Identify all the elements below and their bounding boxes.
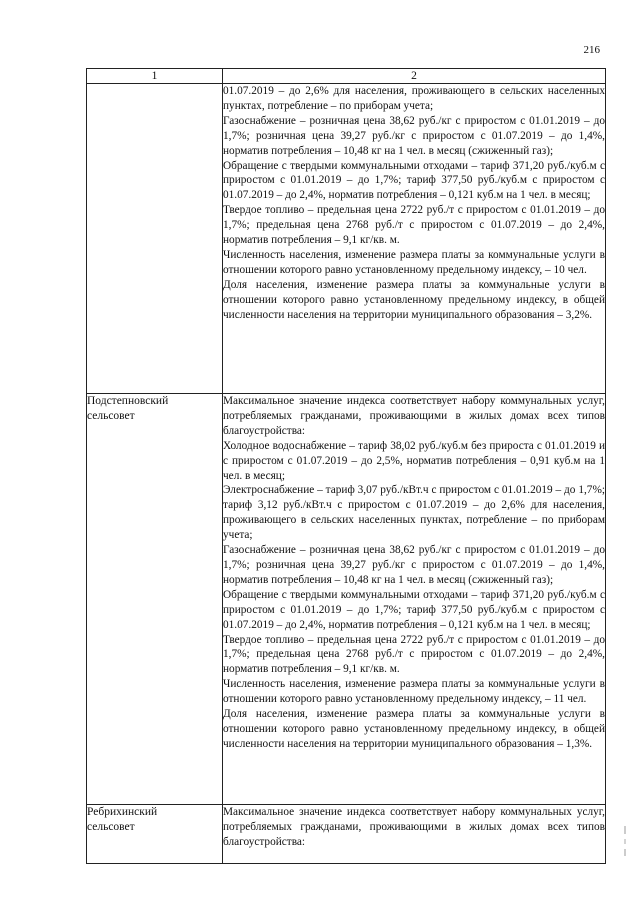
paragraph: 01.07.2019 – до 2,6% для населения, проживающего в сельских населенных пунктах, потребление – по приборам учета; bbox=[223, 85, 605, 112]
paragraph: Обращение с твердыми коммунальными отходами – тариф 371,20 руб./куб.м с приростом с 01.01.2019 – до 1,7%; тариф 377,50 руб./куб.м с приростом с 01.07.2019 – до 2,4%, норматив потребления – 0,121 куб.м на 1 чел. в месяц; bbox=[223, 588, 605, 631]
municipality-name bbox=[87, 84, 223, 394]
table-row bbox=[87, 84, 606, 394]
scan-mark bbox=[622, 826, 628, 856]
paragraph: Газоснабжение – розничная цена 38,62 руб./кг с приростом с 01.01.2019 – до 1,7%; розничная цена 39,27 руб./кг с приростом с 01.07.2019 – до 1,4%, норматив потребления – 10,48 кг на 1 чел. в месяц (сжиженный газ); bbox=[223, 544, 605, 586]
municipality-name: Ребрихинский сельсовет bbox=[87, 805, 223, 864]
paragraph: Холодное водоснабжение – тариф 38,02 руб./куб.м без прироста с 01.01.2019 и с приростом с 01.07.2019 – до 2,5%, норматив потребления – 0,91 куб.м на 1 чел. в месяц; bbox=[223, 439, 605, 482]
page-number: 216 bbox=[583, 44, 600, 56]
paragraph: Газоснабжение – розничная цена 38,62 руб./кг с приростом с 01.01.2019 – до 1,7%; розничная цена 39,27 руб./кг с приростом с 01.07.2019 – до 1,4%, норматив потребления – 10,48 кг на 1 чел. в месяц (сжиженный газ); bbox=[223, 114, 605, 157]
paragraph: Численность населения, изменение размера платы за коммунальные услуги в отношении которого равно установленному предельному индексу, – 10 чел. bbox=[223, 248, 605, 276]
paragraph: Доля населения, изменение размера платы за коммунальные услуги в отношении которого равно установленному предельному индексу, в общей численности населения на территории муниципального образования – 1,3%. bbox=[223, 708, 605, 750]
table-header-row bbox=[87, 69, 606, 84]
tariff-description bbox=[223, 84, 606, 394]
paragraph: Электроснабжение – тариф 3,07 руб./кВт.ч с приростом с 01.01.2019 – до 1,7%; тариф 3,12 руб./кВт.ч с приростом с 01.07.2019 – до 2,6% для населения, проживающего в сельских населенных пунктах, потребление – по приборам учета; bbox=[223, 484, 605, 542]
paragraph: Обращение с твердыми коммунальными отходами – тариф 371,20 руб./куб.м с приростом с 01.01.2019 – до 1,7%; тариф 377,50 руб./куб.м с приростом с 01.07.2019 – до 2,4%, норматив потребления – 0,121 куб.м на 1 чел. в месяц; bbox=[223, 159, 605, 202]
paragraph: Доля населения, изменение размера платы за коммунальные услуги в отношении которого равно установленному предельному индексу, в общей численности населения на территории муниципального образования – 3,2%. bbox=[223, 278, 605, 321]
table-row bbox=[87, 805, 606, 864]
paragraph: Максимальное значение индекса соответствует набору коммунальных услуг, потребляемых гражданами, проживающими в жилых домах всех типов благоустройства: bbox=[223, 395, 605, 437]
column-header-2: 2 bbox=[223, 69, 606, 84]
municipality-name: Подстепновский сельсовет bbox=[87, 394, 223, 805]
paragraph: Численность населения, изменение размера платы за коммунальные услуги в отношении которого равно установленному предельному индексу, – 11 чел. bbox=[223, 678, 605, 706]
column-header-1: 1 bbox=[87, 69, 223, 84]
paragraph: Твердое топливо – предельная цена 2722 руб./т с приростом с 01.01.2019 – до 1,7%; предельная цена 2768 руб./т с приростом с 01.07.2019 – до 2,4%, норматив потребления – 9,1 кг/кв. м. bbox=[223, 633, 605, 676]
table-row bbox=[87, 394, 606, 805]
paragraph: Максимальное значение индекса соответствует набору коммунальных услуг, потребляемых гражданами, проживающими в жилых домах всех типов благоустройства: bbox=[223, 806, 605, 848]
paragraph: Твердое топливо – предельная цена 2722 руб./т с приростом с 01.01.2019 – до 1,7%; предельная цена 2768 руб./т с приростом с 01.07.2019 – до 2,4%, норматив потребления – 9,1 кг/кв. м. bbox=[223, 204, 605, 247]
tariff-description bbox=[223, 805, 606, 864]
tariff-description bbox=[223, 394, 606, 805]
municipality-table bbox=[86, 68, 606, 864]
